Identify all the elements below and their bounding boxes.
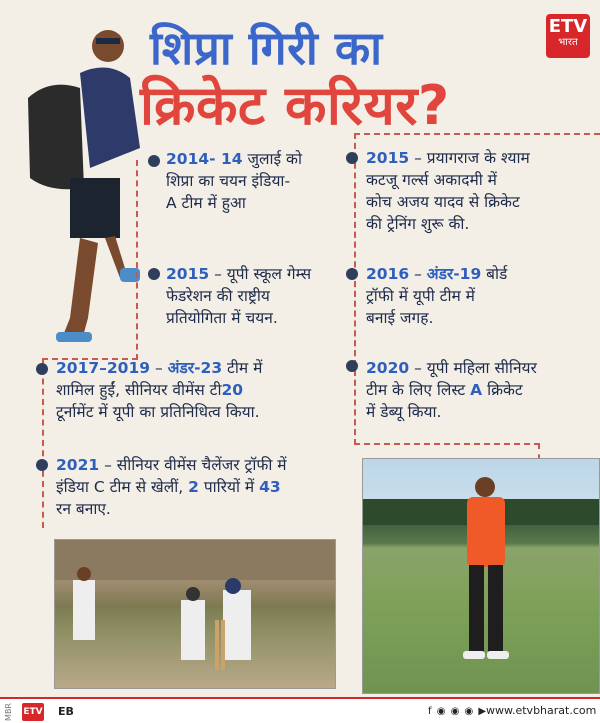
entry-text: फेडरेशन की राष्ट्रीय <box>166 287 270 305</box>
timeline-right-foot <box>354 443 540 445</box>
logo-bottom-text: भारत <box>558 37 578 48</box>
entry-text: पारियों में <box>198 478 260 496</box>
timeline-dot <box>36 459 48 471</box>
entry-text: – यूपी महिला सीनियर <box>409 359 537 377</box>
title-line-2: क्रिकेट करियर? <box>140 74 450 137</box>
footer-etv-logo[interactable]: ETV <box>22 703 44 721</box>
entry-text: जुलाई को <box>247 150 302 168</box>
entry-year: 2015 <box>166 265 210 283</box>
entry-year: 2021 <box>56 456 100 474</box>
entry-year: 2020 <box>366 359 410 377</box>
entry-text: कटजू गर्ल्स अकादमी में <box>366 171 497 189</box>
entry-text: क्रिकेट <box>482 381 523 399</box>
entry-highlight: 43 <box>259 478 281 496</box>
player-illustration <box>10 18 170 358</box>
footer-eb-creatives: EB <box>58 705 74 718</box>
entry-text: प्रतियोगिता में चयन. <box>166 309 278 327</box>
website-link[interactable]: www.etvbharat.com <box>486 704 597 717</box>
entry-highlight: अंडर-23 <box>167 359 223 377</box>
etv-bharat-logo[interactable] <box>546 14 590 58</box>
entry-text: – सीनियर वीमेंस चैलेंजर ट्रॉफी में <box>99 456 287 474</box>
player-photo-field <box>362 458 600 694</box>
entry-year: 2014- 14 <box>166 150 243 168</box>
entry-2015-school-games <box>166 263 346 329</box>
match-photo <box>54 539 336 689</box>
entry-text: में डेब्यू किया. <box>366 403 442 421</box>
timeline-right-lower <box>354 133 356 445</box>
entry-2020 <box>366 357 596 423</box>
footer-mbr: MBR <box>4 703 13 721</box>
entry-year: 2015 <box>366 149 410 167</box>
timeline-dot <box>148 155 160 167</box>
entry-highlight: A <box>470 381 483 399</box>
entry-text: बनाई जगह. <box>366 309 434 327</box>
entry-text: – <box>409 265 427 283</box>
entry-text: कोच अजय यादव से क्रिकेट <box>366 193 520 211</box>
entry-text: – <box>150 359 168 377</box>
entry-2015-academy <box>366 147 596 235</box>
entry-text: A टीम में हुआ <box>166 194 246 212</box>
entry-2014 <box>166 148 346 214</box>
entry-text: शामिल हुईं, सीनियर वीमेंस टी <box>56 381 222 399</box>
entry-text: – प्रयागराज के श्याम <box>409 149 530 167</box>
entry-text: बोर्ड <box>481 265 508 283</box>
entry-2016 <box>366 263 596 329</box>
footer-bar <box>0 697 600 723</box>
social-icons[interactable]: f ◉ ◉ ◉ ▶ <box>428 706 488 717</box>
timeline-dot <box>346 152 358 164</box>
entry-highlight: 2 <box>188 478 199 496</box>
entry-text: टूर्नामेंट में यूपी का प्रतिनिधित्व किया. <box>56 403 260 421</box>
entry-text: – यूपी स्कूल गेम्स <box>209 265 312 283</box>
timeline-dot <box>148 268 160 280</box>
entry-text: की ट्रेनिंग शुरू की. <box>366 215 470 233</box>
entry-text: टीम के लिए लिस्ट <box>366 381 471 399</box>
entry-2021 <box>56 454 356 520</box>
logo-top-text: ETV <box>548 16 588 37</box>
entry-year: 2016 <box>366 265 410 283</box>
timeline-dot <box>346 268 358 280</box>
entry-text: इंडिया C टीम से खेलीं, <box>56 478 189 496</box>
timeline-dot <box>36 363 48 375</box>
entry-text: रन बनाए. <box>56 500 111 518</box>
title-line-1: शिप्रा गिरी का <box>150 21 383 75</box>
entry-year: 2017–2019 <box>56 359 151 377</box>
entry-highlight: अंडर-19 <box>426 265 482 283</box>
entry-highlight: 20 <box>221 381 244 399</box>
entry-text: टीम में <box>222 359 263 377</box>
entry-text: ट्रॉफी में यूपी टीम में <box>366 287 475 305</box>
entry-2017-2019 <box>56 357 352 423</box>
entry-text: शिप्रा का चयन इंडिया- <box>166 172 291 190</box>
timeline-left-lower <box>42 358 44 528</box>
